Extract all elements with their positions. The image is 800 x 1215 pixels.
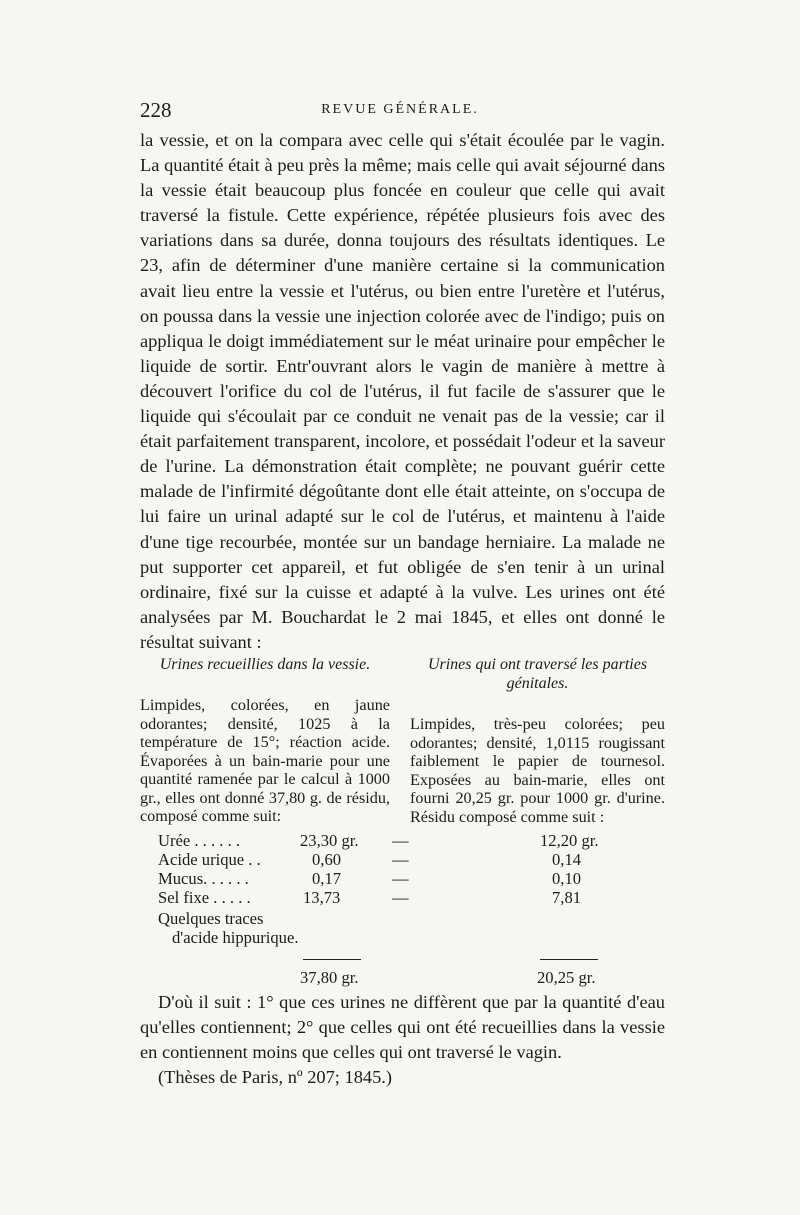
row-dash: —	[392, 831, 409, 850]
table-row	[140, 831, 665, 849]
vessie-value: 13,73	[303, 888, 341, 907]
left-column-text: Limpides, colorées, en jaune odorantes; densité, 1025 à la température de 15°; réaction acide. Évaporées à un bain-marie pour une quantité ramenée par le calcul à 1000 gr., elles ont donné 37,80 g. de résidu, composé comme suit:	[140, 696, 390, 825]
traces-note-line2: d'acide hippurique.	[172, 928, 299, 947]
total-rule-left	[303, 959, 361, 960]
left-column-heading: Urines recueillies dans la vessie.	[159, 656, 371, 673]
conclusion-text: D'où il suit : 1° que ces urines ne diffèrent que par la quantité d'eau qu'elles contiennent; 2° que celles qui ont été recueillies dans la vessie en contiennent moins que celles qui ont traversé le vagin.	[140, 992, 665, 1062]
right-column	[410, 655, 665, 826]
right-column-text: Limpides, très-peu colorées; peu odorantes; densité, 1,0115 rougissant faiblement le papier de tournesol. Exposées au bain-marie, elles ont fourni 20,25 gr. pour 1000 gr. d'urine. Résidu composé comme suit :	[410, 715, 665, 826]
row-dash: —	[392, 850, 409, 869]
row-dash: —	[392, 888, 409, 907]
total-genitales: 20,25 gr.	[537, 968, 596, 987]
conclusion-paragraph	[140, 990, 665, 1090]
total-vessie: 37,80 gr.	[300, 968, 359, 987]
vessie-value: 0,60	[312, 850, 342, 869]
component-name: Acide urique . .	[158, 850, 261, 869]
table-row	[140, 869, 665, 887]
row-dash: —	[392, 869, 409, 888]
running-title: REVUE GÉNÉRALE.	[321, 102, 479, 117]
body-paragraph: la vessie, et on la compara avec celle qui s'était écoulée par le vagin. La quantité était à peu près la même; mais celle qui avait séjourné dans la vessie était beaucoup plus foncée en couleur que celle qui avait traversé la fistule. Cette expérience, répétée plusieurs fois avec des variations dans sa durée, donna toujours des résultats identiques. Le 23, afin de déterminer d'une manière certaine si la communication avait lieu entre la vessie et l'utérus, ou bien entre l'uretère et l'utérus, on poussa dans la vessie une injection colorée avec de l'indigo; puis on appliqua le doigt immédiatement sur le méat urinaire pour empêcher le liquide de sortir. Entr'ouvrant alors le vagin de manière à mettre à découvert l'orifice du col de l'utérus, il fut facile de s'assurer que le liquide qui s'écoulait par ce conduit ne venait pas de la vessie; car il était parfaitement transparent, incolore, et possédait l'odeur et la saveur de l'urine. La démonstration était complète; ne pouvant guérir cette malade de l'infirmité dégoûtante dont elle était atteinte, on s'occupa de lui faire un urinal adapté sur le col de l'utérus, et maintenu à l'aide d'une tige recourbée, montée sur un bandage herniaire. La malade ne put supporter cet appareil, et fut obligée de s'en tenir à un urinal ordinaire, fixé sur la cuisse et adapté à la vulve. Les urines ont été analysées par M. Bouchardat le 2 mai 1845, et elles ont donné le résultat suivant :	[140, 130, 665, 652]
body-paragraph-block	[140, 128, 665, 655]
left-column	[140, 655, 390, 826]
page-number: 228	[140, 98, 172, 122]
table-row	[140, 850, 665, 868]
genitales-value: 12,20 gr.	[540, 831, 599, 850]
bibliographic-reference: (Thèses de Paris, nº 207; 1845.)	[158, 1067, 393, 1087]
component-name: Sel fixe . . . . .	[158, 888, 251, 907]
vessie-value: 0,17	[312, 869, 342, 888]
genitales-value: 0,10	[552, 869, 582, 888]
genitales-value: 0,14	[552, 850, 582, 869]
component-name: Mucus. . . . . .	[158, 869, 249, 888]
traces-note-line1: Quelques traces	[158, 909, 264, 928]
table-row	[140, 888, 665, 906]
total-rule-right	[540, 959, 598, 960]
page-header	[140, 98, 660, 124]
component-name: Urée . . . . . .	[158, 831, 241, 850]
right-column-heading: Urines qui ont traversé les parties génitales.	[427, 656, 648, 692]
vessie-value: 23,30 gr.	[300, 831, 359, 850]
genitales-value: 7,81	[552, 888, 582, 907]
